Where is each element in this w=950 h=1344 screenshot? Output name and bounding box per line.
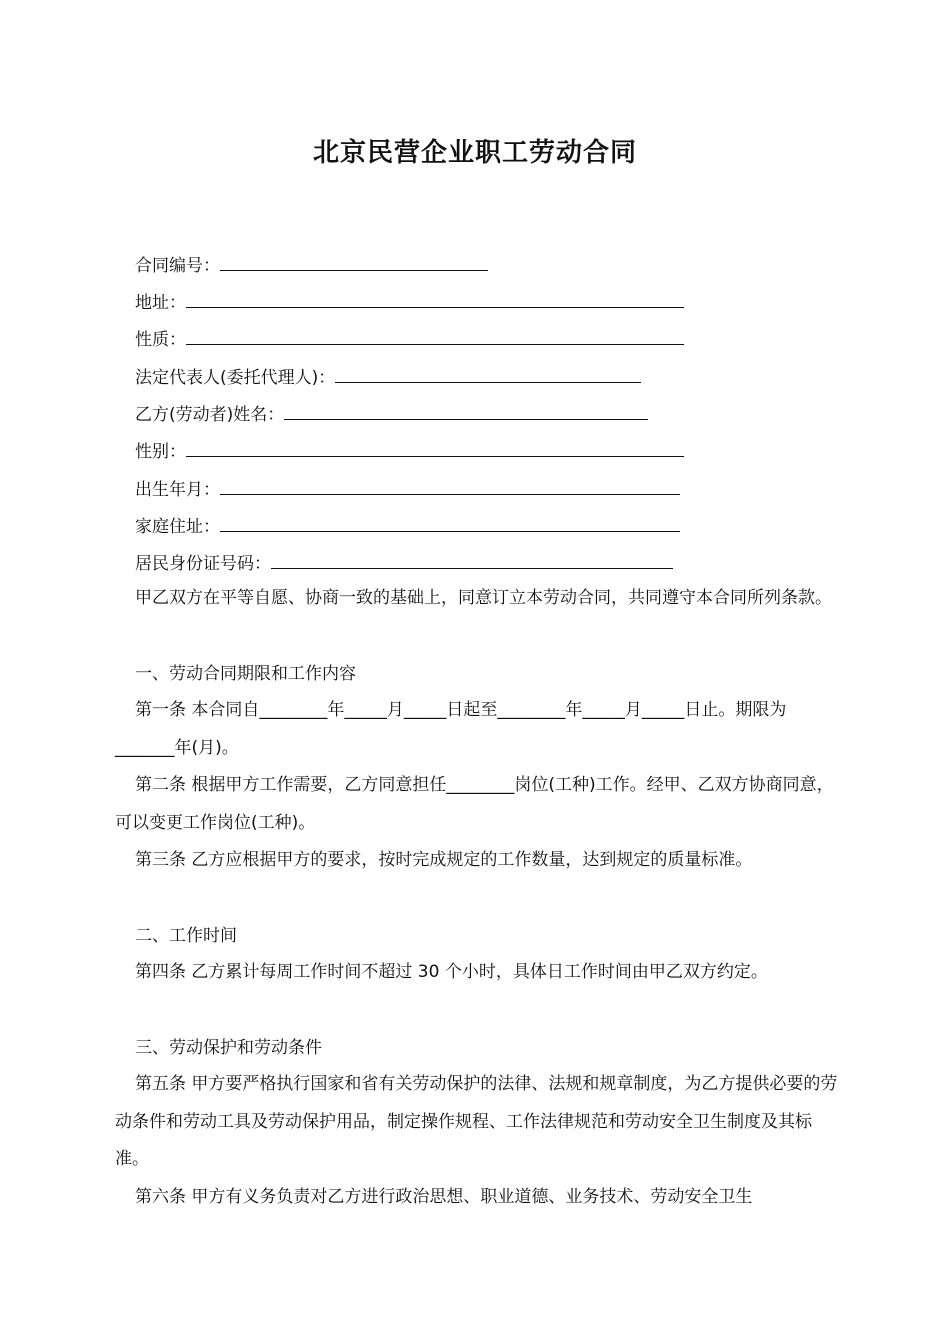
nature-blank <box>186 324 684 345</box>
legal-representative-field <box>135 362 641 390</box>
address-blank <box>186 287 684 308</box>
contract-number-blank <box>220 250 488 271</box>
home-address-field <box>135 511 680 539</box>
party-b-name-field <box>135 399 648 427</box>
gender-blank <box>186 436 684 457</box>
id-number-field <box>135 548 673 576</box>
birth-date-label: 出生年月： <box>135 480 220 500</box>
contract-number-field <box>135 250 488 278</box>
contract-number-label: 合同编号： <box>135 256 220 276</box>
section-3-heading: 三、劳动保护和劳动条件 <box>135 1038 322 1058</box>
article-2: 第二条 根据甲方工作需要，乙方同意担任________岗位(工种)工作。经甲、乙双方协商同意，可以变更工作岗位(工种)。 <box>115 775 834 833</box>
document-title: 北京民营企业职工劳动合同 <box>312 138 637 168</box>
party-b-name-blank <box>284 399 648 420</box>
gender-field <box>135 436 684 464</box>
gender-label: 性别： <box>135 442 186 462</box>
nature-field <box>135 324 684 352</box>
address-field <box>135 287 684 315</box>
legal-representative-blank <box>335 362 641 383</box>
address-label: 地址： <box>135 293 186 313</box>
article-5: 第五条 甲方要严格执行国家和省有关劳动保护的法律、法规和规章制度，为乙方提供必要的劳动条件和劳动工具及劳动保护用品，制定操作规程、工作法律规范和劳动安全卫生制度及其标准。 <box>115 1074 838 1169</box>
intro-paragraph: 甲乙双方在平等自愿、协商一致的基础上，同意订立本劳动合同，共同遵守本合同所列条款。 <box>135 588 832 608</box>
article-1: 第一条 本合同自________年_____月_____日起至________年_____月_____日止。期限为_______年(月)。 <box>115 700 787 758</box>
legal-representative-label: 法定代表人(委托代理人)： <box>135 368 336 388</box>
home-address-blank <box>220 511 680 532</box>
section-2-heading: 二、工作时间 <box>135 926 237 946</box>
party-b-name-label: 乙方(劳动者)姓名： <box>135 405 285 425</box>
id-number-label: 居民身份证号码： <box>135 554 271 574</box>
id-number-blank <box>271 548 673 569</box>
birth-date-blank <box>220 474 680 495</box>
section-1-heading: 一、劳动合同期限和工作内容 <box>135 664 356 684</box>
home-address-label: 家庭住址： <box>135 517 220 537</box>
article-4: 第四条 乙方累计每周工作时间不超过 30 个小时，具体日工作时间由甲乙双方约定。 <box>135 962 768 982</box>
birth-date-field <box>135 474 680 502</box>
nature-label: 性质： <box>135 330 186 350</box>
article-6: 第六条 甲方有义务负责对乙方进行政治思想、职业道德、业务技术、劳动安全卫生 <box>135 1187 753 1207</box>
article-3: 第三条 乙方应根据甲方的要求，按时完成规定的工作数量，达到规定的质量标准。 <box>135 850 753 870</box>
